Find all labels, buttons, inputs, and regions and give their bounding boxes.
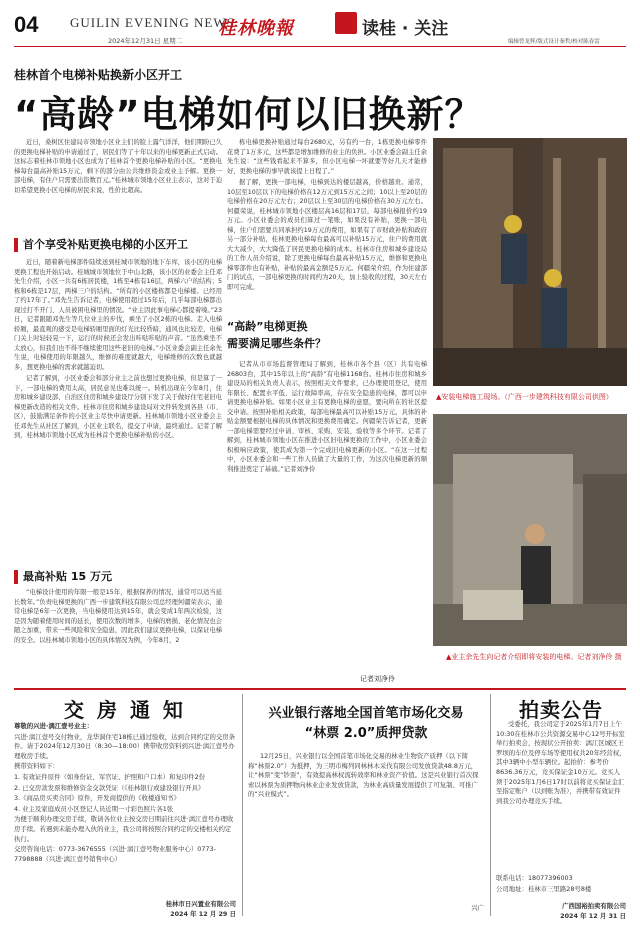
notice-list-title: 携带资料如下： <box>14 762 59 771</box>
subhead-text: 首个享受补贴更换电梯的小区开工 <box>23 238 188 251</box>
intro-paragraph: 近日，桑树区住建局市领地小区业主们的脸上露气洋洋，他们期盼已久的更换电梯补贴的申请通过了，居民们等了十年以来的电梯更新正式启动。这标志着桂林市领地小区也成为了桂林首个更换电梯补贴的小区。“更换电梯每台最高补贴15万元，剩下的部分由公共维修资金或业主予解。更换一部电梯，有住户只需要出资数百元。”桂林城市领地小区业主表示，这对于迫切希望更换小区电梯的居民来说，性价比超高。 <box>14 139 222 194</box>
bank-title-line: “林票 2.0”质押贷款 <box>304 726 428 741</box>
section-divider <box>14 688 626 690</box>
body-paragraph: “电梯设计使用的年限一般是15年，根据保养的情况，通常可以适当延长数年。”负责电梯更换的广西一步建筑科技有限公司总经理何疆荣表示，通常电梯是6年一次更换，当电梯使用达到15年，就会变成1年两次检验，这是因为随着使用时间的延长，使用次数的增多，电梯的磨损、老化情况也会随之加重，带来一些风险和安全隐患，因此我们建议更换电梯，以保证电梯的安全。以桂林城市领地小区的具体情况为例，今年8月，2 <box>14 589 222 644</box>
body-paragraph: 栋电梯更换补贴通过每台2680元，另有约一台，1栋更换电梯零件花费了1万多元，这些都是增加维修的业主的负担。小区业委会副主任余先生说：“这些钱看起来不算多，但小区电梯一坏就要等好几天才能修好，更换电梯的事早就该提上日程了。” <box>227 139 427 175</box>
article-column-2-body <box>227 360 427 672</box>
bank-body: 12月25日，兴业银行以全国首笔市场化交易的林业生物资产质押（以下简称“林票2.0”）为抵押，为三明市梅列同林林木采伐有限公司发放贷款48.8万元，让“林票”变“钞票”，有效提高林权流转效率和林业资产价值。这是兴业银行首次探索以林票为质押物向林业企业发放贷款，为林业高质量发展提供了可复制、可推广的“兴业模式”。 <box>248 752 479 799</box>
auction-signer: 广西国裕拍卖有限公司 <box>562 902 626 910</box>
section-marker-icon <box>335 12 357 34</box>
header-divider <box>14 46 626 47</box>
article-headline: “高龄”电梯如何以旧换新？ <box>14 93 483 136</box>
body-paragraph: 据了解，更换一部电梯，电梯到达的楼层越高，价格越贵。通常，10层至10层以下的电梯价格在12万元到15万元之间；10以上至20层的电梯价格在20万元左右；20层以上至30层的电梯价格在30万元左右。何疆荣说，桂林城市领地小区楼层高16层和17层，每部电梯报价约19万元。小区业委会的成员们算过一笔账，如果没有补贴，更换一部电梯，住户们需要共同承担约19万元的费用，如果有了市财政补贴和政府另一部分补贴，桂林更换电梯每台最高可以补贴15万元，住户的费用就大大减少，大大降低了居民更换电梯的成本。桂林市住房和城乡建设局的工作人员介绍说，除了更换电梯每台最高补贴15万元，维修和更换电梯零部件也有补贴，补贴的最高金额是5万元。何疆荣介绍，作为住建部门的试点，一部电梯更换的时间约为20天，加上验收的过程，30天左右即可完成。 <box>227 179 427 291</box>
subhead-line: 需要满足哪些条件？ <box>227 337 326 350</box>
paper-name: GUILIN EVENING NEWS <box>70 15 235 30</box>
body-paragraph: 记者从市市场监督管理局了解到，桂林市各个县（区）共有电梯26803台，其中15年以上的“高龄”有电梯1168台。桂林市住房和城乡建设局的相关负责人表示，按照相关文件要求，已办理使用登记，使用年限长、配置水平低、运行故障率高，存在安全隐患的电梯，都可以申请更换电梯补贴。如果小区业主有更换电梯的意愿，要向所在的社区提交申请。按照补贴相关政策，每部电梯最高可以补贴15万元。具体的补贴金额要根据电梯的具体情况和更换费用确定。何疆荣告诉记者，更新一部电梯需要经过申请、审核、采购、安装、验收等多个环节。记者了解到，桂林城市领地小区在推进小区旧电梯更换的工作中，小区业委会积极响应政策，使其成为第一个完成旧电梯更新的小区。“在这一过程中，小区业委会和一些工作人员做了大量的工作，为这次电梯更新的顺利推进奠定了基础。”记者刘净伶 <box>227 361 427 473</box>
article-intro <box>14 138 222 224</box>
notice-paragraph: 兴进·漓江壹号交付物业，龙华洞住宅18栋已通过验收，达到合同约定的交房条件。请于2024年12月30日（8:30—18:00）携带收房资料到兴进·漓江壹号办理收房手续。 <box>14 732 236 760</box>
construction-photo <box>433 138 627 386</box>
subhead-max-subsidy <box>14 568 222 584</box>
notice-signature <box>120 900 236 919</box>
column-divider <box>242 694 243 916</box>
bank-title-line: 兴业银行落地全国首笔市场化交易 <box>268 706 464 721</box>
auction-contact-block <box>496 874 626 895</box>
article-kicker: 桂林首个电梯补贴换新小区开工 <box>14 68 183 82</box>
notice-phone: 交房咨询电话：0773-3676555（兴进·漓江壹号物业服务中心）0773-7798888（兴进·漓江壹号销售中心） <box>14 845 216 863</box>
subhead-line: “高龄”电梯更换 <box>227 320 308 333</box>
subhead-text: 最高补贴 15 万元 <box>23 570 112 583</box>
notice-greeting: 尊敬的兴进·漓江壹号业主： <box>14 722 94 730</box>
notice-item: 4. 业主及家庭成员小区登记人员近期一寸彩色照片各1张 <box>14 804 174 813</box>
photo-caption-1: ▲安装电梯施工现场。（广西一步建筑科技有限公司供图） <box>436 393 613 401</box>
notice-body <box>14 722 236 900</box>
auction-title: 拍卖公告 <box>519 698 603 722</box>
auction-signature <box>496 902 626 921</box>
page-header <box>0 0 640 44</box>
editors-credit: 编辑曾龙辉/版式设计秦哲/校对陈春雷 <box>508 39 600 45</box>
newspaper-logo: 桂林晚報 <box>218 18 294 39</box>
body-paragraph: 记者了解到，小区业委会和部分业主之前也想过更换电梯，但是算了一下，一部电梯的费用太高，居民意见也难以统一。转机出现在今年8月，住房和城乡建设部、自治区住房和城乡建设厅分别下发了关于做好住宅老旧电梯更新改造的相关文件。桂林市住房和城乡建设局对文件转发到各县（市、区），鼓励满足条件的小区业主尽快申请更新。桂林城市领地小区业委会主任邓先生从社区了解到，小区业主联名，提交了申请，最终通过。记者了解到，桂林城市领地小区成为桂林首个更换电梯补贴的小区。 <box>14 375 222 439</box>
auction-body: 受委托，我公司定于2025年1月7日上午10:30在桂林市公共资源交易中心12号开标室举行拍卖会，按现状公开拍卖：漓江区城区王罗坝的车位及停车场等使用权共20年经营权，其中3辆中小型车辆位。起拍价：参考价8636.36万元，竞买保证金10万元。竞买人须于2025年1月6日17时以前将竞买保证金汇至指定账户（以到账为准），并携带有效证件到我公司办理竞买手续。 <box>496 720 626 805</box>
article-column-2-top <box>227 138 427 344</box>
issue-date: 2024年12月31日 星期二 <box>108 37 183 45</box>
section-title: 读桂 · 关注 <box>362 19 449 39</box>
notice-date: 2024 年 12 月 29 日 <box>170 909 236 918</box>
notice-title: 交 房 通 知 <box>64 698 186 722</box>
bank-source: 兴广 <box>471 904 484 912</box>
auction-contact: 联系电话：18077396003 <box>496 874 573 882</box>
auction-date: 2024 年 12 月 31 日 <box>560 911 626 920</box>
subhead-marker-icon <box>14 238 18 252</box>
notice-signer: 桂林市日兴置业有限公司 <box>165 900 236 908</box>
photo-caption-2: ▲业主余先生向记者介绍即将安装的电梯。记者刘净伶 摄 <box>446 653 622 661</box>
resident-photo-image <box>433 414 627 646</box>
page-number: 04 <box>14 12 39 37</box>
bank-headline <box>248 704 484 744</box>
auction-address: 公司地址：桂林市三里路28号8楼 <box>496 884 592 893</box>
subhead-conditions <box>227 318 427 352</box>
notice-item: 2. 已交房款发票和维修资金交款凭证（《桂林银行或建设银行开具》 <box>14 783 205 792</box>
column-divider <box>490 694 491 916</box>
resident-photo <box>433 414 627 646</box>
subhead-first-community <box>14 236 222 252</box>
subhead-marker-icon <box>14 570 18 584</box>
body-paragraph: 近日，随着新电梯部件陆续送到桂城市领地的地下车库，该小区的电梯更换工程也开始启动。桂城城市领地位于中山北路，该小区的业委会主任邓先生介绍，小区一共有6栋居民楼，1栋至4栋有16层，两梯六户的结构；5栋和6栋是17层，两梯三户的结构。“所有的小区楼栋都是电梯楼。已经用了约17年了。”邓先生告诉记者，电梯使用超过15年后，几乎每部电梯都出现过打不开门、人员被困电梯里的情况。“业主因此事电梯心都提着嗓。”23日，记者跟随邓先生等几位业主的步伐，乘坐了小区2栋的电梯。走入电梯轿厢，最直观的感受是电梯轿厢里面的灯光比较昏暗，通风也比较差，电梯门关上时轻轻晃一下，运行的时候还会发出咔哒咔哒的声音。“虽然乘坐不太放心，但我们也不得不继续使用这些老旧的电梯。”小区业委会副主任余先生说，电梯使用的年限越久，维修的难度就越大，电梯维修的次数也就越多，想更换电梯的需求就越迫切。 <box>14 259 222 371</box>
notice-item: 3.《商品房买卖合同》原件，开发商提供的《收楼通知书》 <box>14 794 180 803</box>
notice-paragraph: 为便于顺利办理交房手续，敬请各位业主按交房日期前往兴进·漓江壹号办理收房手续。若遇到未能办理入伙的业主，我公司将按照合同约定的交楼相关约定执行。 <box>14 815 234 843</box>
article-column-1-body <box>14 258 222 498</box>
article-column-1-lower <box>14 588 222 686</box>
construction-photo-image <box>433 138 627 386</box>
notice-item: 1. 有效证件原件（如身份证、军官证、护照和户口本）和复印件2份 <box>14 772 206 781</box>
byline: 记者刘净伶 <box>360 675 395 683</box>
